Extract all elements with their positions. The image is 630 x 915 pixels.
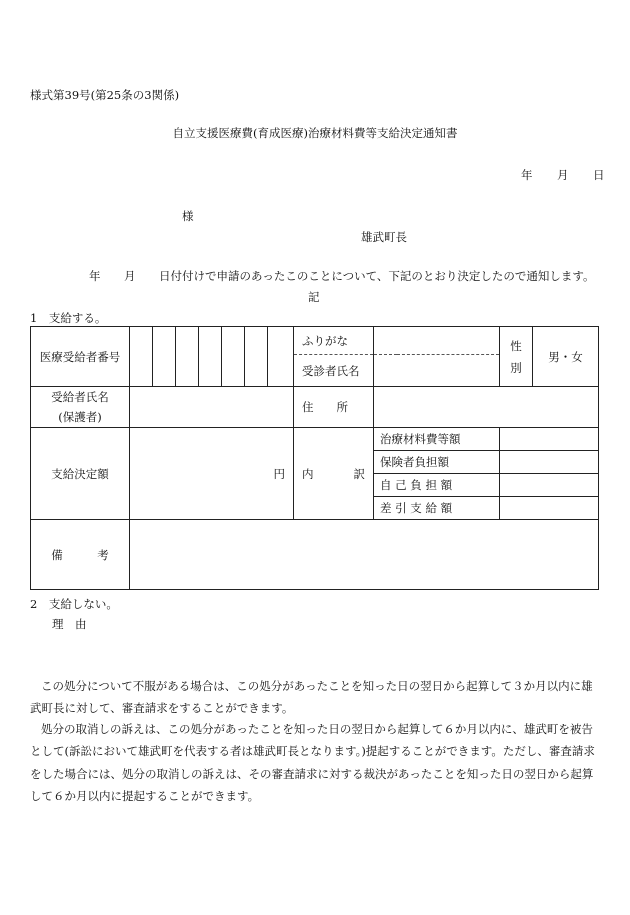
- form-number: 様式第39号(第25条の3関係): [30, 88, 180, 102]
- item-treatment-material: 治療材料費等額: [374, 428, 500, 451]
- recipient-number-digit-5[interactable]: [222, 327, 245, 387]
- address-field[interactable]: [374, 387, 599, 428]
- recipient-number-digit-1[interactable]: [130, 327, 153, 387]
- item-self-burden: 自 己 負 担 額: [374, 474, 500, 497]
- item-treatment-material-value[interactable]: [500, 428, 599, 451]
- address-label: 住 所: [294, 387, 374, 428]
- recipient-number-digit-4[interactable]: [199, 327, 222, 387]
- ki-label: 記: [308, 290, 320, 304]
- notice-paragraph-1: この処分について不服がある場合は、この処分があったことを知った日の翌日から起算して３か月以内に雄武町長に対して、審査請求をすることができます。: [30, 679, 593, 716]
- patient-name-label: 受診者氏名: [294, 355, 374, 387]
- recipient-number-label: 医療受給者番号: [31, 327, 130, 387]
- reason-label: 理 由: [52, 617, 87, 631]
- payment-table: [30, 326, 599, 590]
- intro-year: 年: [89, 269, 101, 283]
- item-self-burden-value[interactable]: [500, 474, 599, 497]
- patient-name-field[interactable]: [374, 355, 500, 387]
- recipient-number-digit-6[interactable]: [245, 327, 268, 387]
- intro-text: 日付付けで申請のあったこのことについて、下記のとおり決定したので通知します。: [159, 269, 595, 283]
- amount-field[interactable]: [130, 428, 294, 520]
- recipient-number-digit-2[interactable]: [153, 327, 176, 387]
- sex-value[interactable]: 男・女: [533, 327, 599, 387]
- date-year: 年: [521, 168, 533, 182]
- remarks-field[interactable]: [130, 520, 599, 590]
- addressee-suffix: 様: [182, 209, 194, 223]
- intro-month: 月: [124, 269, 136, 283]
- item-insurer-burden: 保険者負担額: [374, 451, 500, 474]
- breakdown-label: 内 訳: [294, 428, 374, 520]
- furigana-label: ふりがな: [294, 327, 374, 355]
- issuer: 雄武町長: [361, 230, 407, 244]
- beneficiary-name-field[interactable]: [130, 387, 294, 428]
- recipient-number-digit-7[interactable]: [268, 327, 294, 387]
- item-net-payment: 差 引 支 給 額: [374, 497, 500, 520]
- sex-label: 性 別: [500, 327, 533, 387]
- beneficiary-name-label: 受給者氏名 (保護者): [31, 387, 130, 428]
- section-1-label: 1 支給する。: [30, 311, 107, 325]
- notice-paragraph-2: 処分の取消しの訴えは、この処分があったことを知った日の翌日から起算して６か月以内に、雄武町を被告として(訴訟において雄武町を代表する者は雄武町長となります。)提起することができます。ただし、審査請求をした場合には、処分の取消しの訴えは、その審査請求に対する裁決があったことを知った日の翌日から起算して６か月以内に提起することができます。: [30, 722, 595, 803]
- yen-unit: 円: [273, 466, 285, 481]
- recipient-number-digit-3[interactable]: [176, 327, 199, 387]
- section-2-label: 2 支給しない。: [30, 597, 118, 611]
- amount-label: 支給決定額: [31, 428, 130, 520]
- item-net-payment-value[interactable]: [500, 497, 599, 520]
- item-insurer-burden-value[interactable]: [500, 451, 599, 474]
- document-title: 自立支援医療費(育成医療)治療材料費等支給決定通知書: [172, 126, 458, 140]
- date-month: 月: [557, 168, 569, 182]
- date-day: 日: [593, 168, 605, 182]
- furigana-field[interactable]: [374, 327, 500, 355]
- remarks-label: 備 考: [31, 520, 130, 590]
